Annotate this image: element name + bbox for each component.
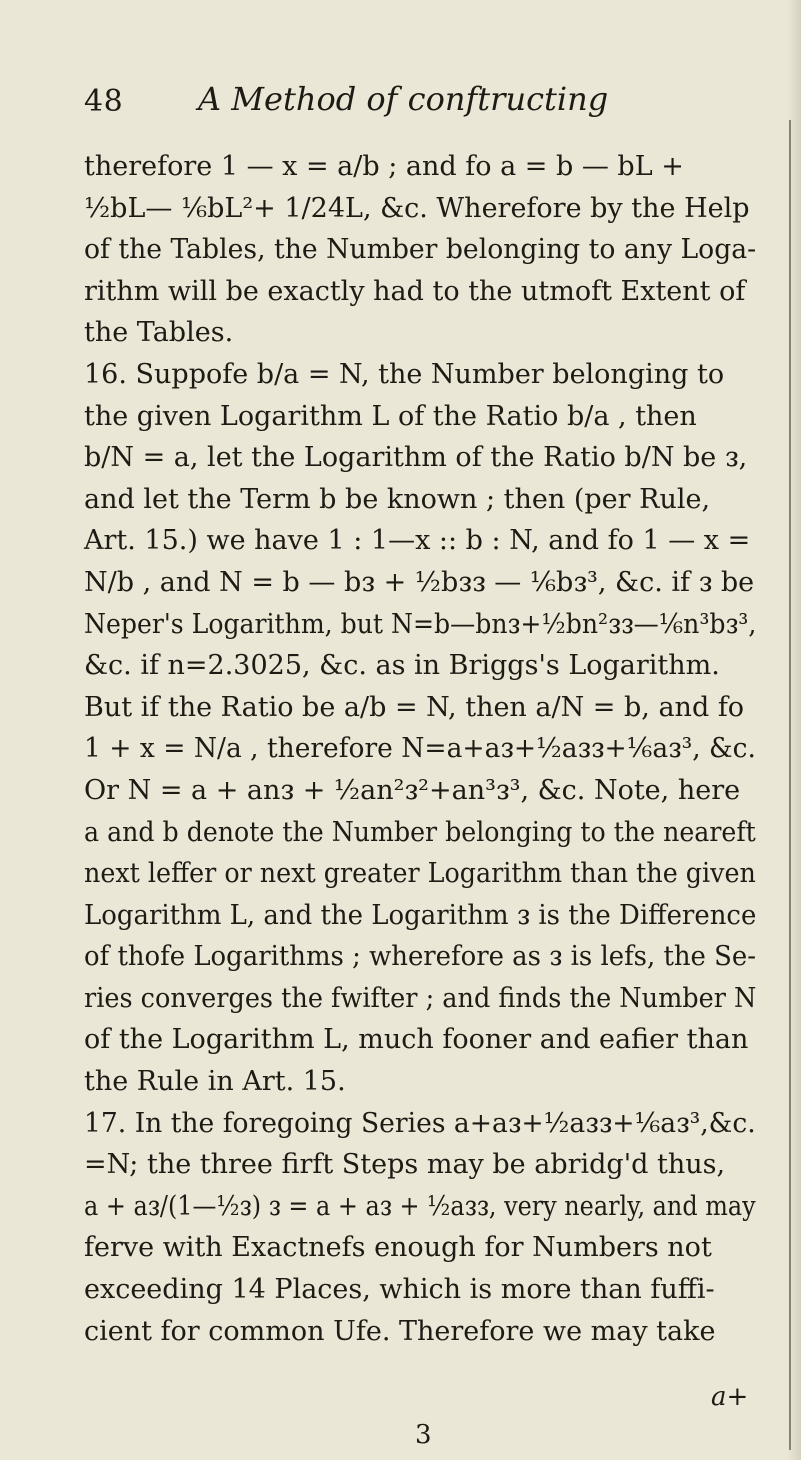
text-line: But if the Ratio be a/b = N, then a/N = b, and fo	[84, 691, 745, 723]
text-line: next leffer or next greater Logarithm than the given	[84, 858, 756, 890]
text-line: 1 + x = N/a , therefore N=a+aᴈ+½aᴈᴈ+⅙aᴈ³, &c.	[84, 733, 756, 765]
text-line: of the Tables, the Number belonging to any Loga-	[84, 234, 757, 266]
text-line: b/N = a, let the Logarithm of the Ratio b/N be ᴈ,	[84, 442, 748, 474]
page-header	[80, 66, 760, 126]
body-text	[84, 146, 756, 1352]
text-line: of thofe Logarithms ; wherefore as ᴈ is lefs, the Se-	[84, 941, 756, 973]
running-title: A Method of conftructing	[198, 80, 609, 118]
text-line: the given Logarithm L of the Ratio b/a , then	[84, 400, 697, 432]
text-line: =N; the three firft Steps may be abridg'd thus,	[84, 1149, 726, 1181]
text-line: rithm will be exactly had to the utmoft Extent of	[84, 275, 746, 307]
text-line: Logarithm L, and the Logarithm ᴈ is the Difference	[84, 899, 757, 931]
text-line: N/b , and N = b — bᴈ + ½bᴈᴈ — ⅙bᴈ³, &c. if ᴈ be	[84, 566, 755, 598]
signature-mark: 3	[415, 1420, 432, 1450]
text-line: ½bL— ⅙bL²+ 1/24L, &c. Wherefore by the Help	[84, 192, 750, 224]
text-line: and let the Term b be known ; then (per Rule,	[84, 483, 711, 515]
text-line: a and b denote the Number belonging to the neareft	[84, 816, 756, 848]
text-line: the Rule in Art. 15.	[84, 1066, 346, 1098]
text-line: exceeding 14 Places, which is more than fuffi-	[84, 1274, 715, 1306]
text-line: therefore 1 — x = a/b ; and fo a = b — bL +	[84, 151, 684, 182]
text-line: ferve with Exactnefs enough for Numbers not	[84, 1232, 712, 1264]
text-line: 17. In the foregoing Series a+aᴈ+½aᴈᴈ+⅙aᴈ³,&c.	[84, 1107, 756, 1139]
text-line: &c. if n=2.3025, &c. as in Briggs's Logarithm.	[84, 650, 720, 682]
page-edge-line	[789, 120, 791, 1450]
text-line: 16. Suppofe b/a = N, the Number belonging to	[84, 358, 725, 390]
text-line: a + aᴈ/(1—½ᴈ) ᴈ = a + aᴈ + ½aᴈᴈ, very nearly, and may	[84, 1190, 756, 1222]
text-line: Or N = a + anᴈ + ½an²ᴈ²+an³ᴈ³, &c. Note, here	[84, 774, 741, 806]
text-line: of the Logarithm L, much fooner and eafier than	[84, 1024, 749, 1056]
text-line: the Tables.	[84, 317, 234, 349]
catchword: a+	[711, 1382, 749, 1412]
page-number: 48	[84, 84, 124, 119]
text-line: Neper's Logarithm, but N=b—bnᴈ+½bn²ᴈᴈ—⅙n³bᴈ³,	[84, 608, 757, 640]
text-line: cient for common Ufe. Therefore we may take	[84, 1315, 716, 1347]
text-line: ries converges the fwifter ; and finds the Number N	[84, 982, 757, 1014]
text-line: Art. 15.) we have 1 : 1—x :: b : N, and fo 1 — x =	[84, 525, 751, 557]
